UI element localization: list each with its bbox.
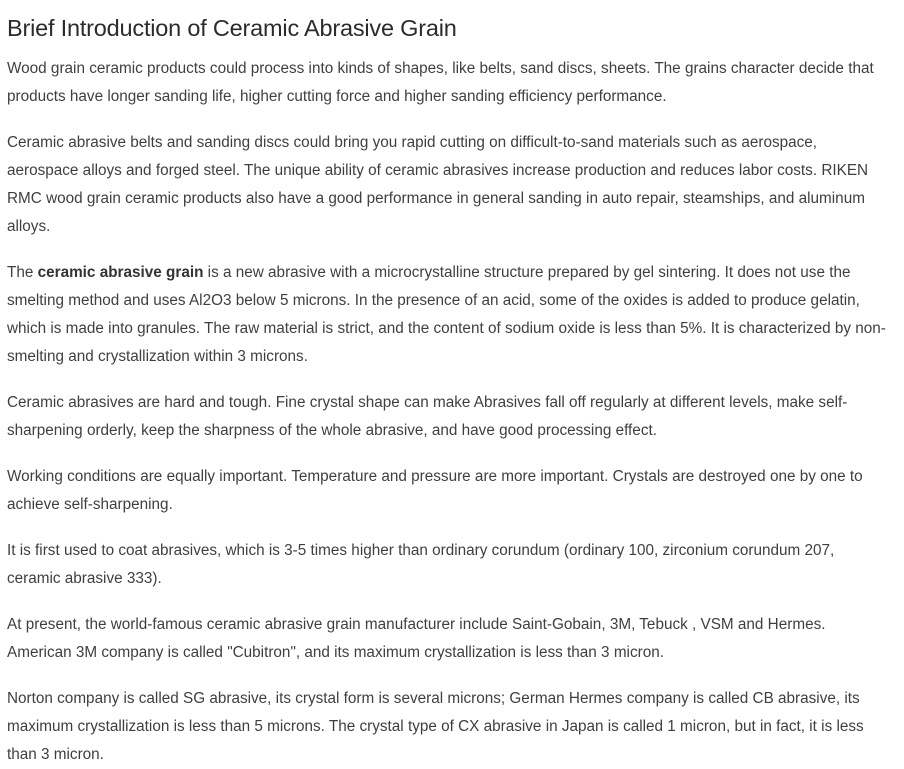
paragraph-manufacturers: At present, the world-famous ceramic abrasive grain manufacturer include Saint-Gobain, 3M, Tebuck , VSM and Hermes. American 3M company is called "Cubitron", and its maximum crystallization is less than 3 micron.: [7, 616, 826, 661]
article-title: Brief Introduction of Ceramic Abrasive Grain: [7, 15, 457, 41]
paragraph-wood-grain-products: Wood grain ceramic products could process into kinds of shapes, like belts, sand discs, sheets. The grains character decide that products have longer sanding life, higher cutting force and higher sanding efficiency performance.: [7, 60, 874, 105]
paragraph-ceramic-grain-definition: [7, 259, 891, 371]
paragraph-text-before: The: [7, 264, 38, 281]
paragraph-norton-hermes: Norton company is called SG abrasive, its crystal form is several microns; German Hermes company is called CB abrasive, its maximum crystallization is less than 5 microns. The crystal type of CX abrasive in Japan is called 1 micron, but in fact, it is less than 3 micron.: [7, 690, 864, 763]
paragraph-text-after: is a new abrasive with a microcrystalline structure prepared by gel sintering. It does not use the smelting method and uses Al2O3 below 5 microns. In the presence of an acid, some of the oxides is added to produce gelatin, which is made into granules. The raw material is strict, and the content of sodium oxide is less than 5%. It is characterized by non-smelting and crystallization within 3 microns.: [7, 264, 886, 365]
ceramic-abrasive-grain-keyword: ceramic abrasive grain: [37, 264, 204, 281]
paragraph-belts-and-discs: Ceramic abrasive belts and sanding discs could bring you rapid cutting on difficult-to-sand materials such as aerospace, aerospace alloys and forged steel. The unique ability of ceramic abrasives increase production and reduces labor costs. RIKEN RMC wood grain ceramic products also have a good performance in general sanding in auto repair, steamships, and aluminum alloys.: [7, 134, 869, 235]
article: [7, 0, 891, 769]
paragraph-working-conditions: Working conditions are equally important. Temperature and pressure are more important. Crystals are destroyed one by one to achieve self-sharpening.: [7, 468, 863, 513]
paragraph-first-use: It is first used to coat abrasives, which is 3-5 times higher than ordinary corundum (ordinary 100, zirconium corundum 207, ceramic abrasive 333).: [7, 542, 835, 587]
paragraph-hard-and-tough: Ceramic abrasives are hard and tough. Fine crystal shape can make Abrasives fall off regularly at different levels, make self-sharpening orderly, keep the sharpness of the whole abrasive, and have good processing effect.: [7, 394, 848, 439]
